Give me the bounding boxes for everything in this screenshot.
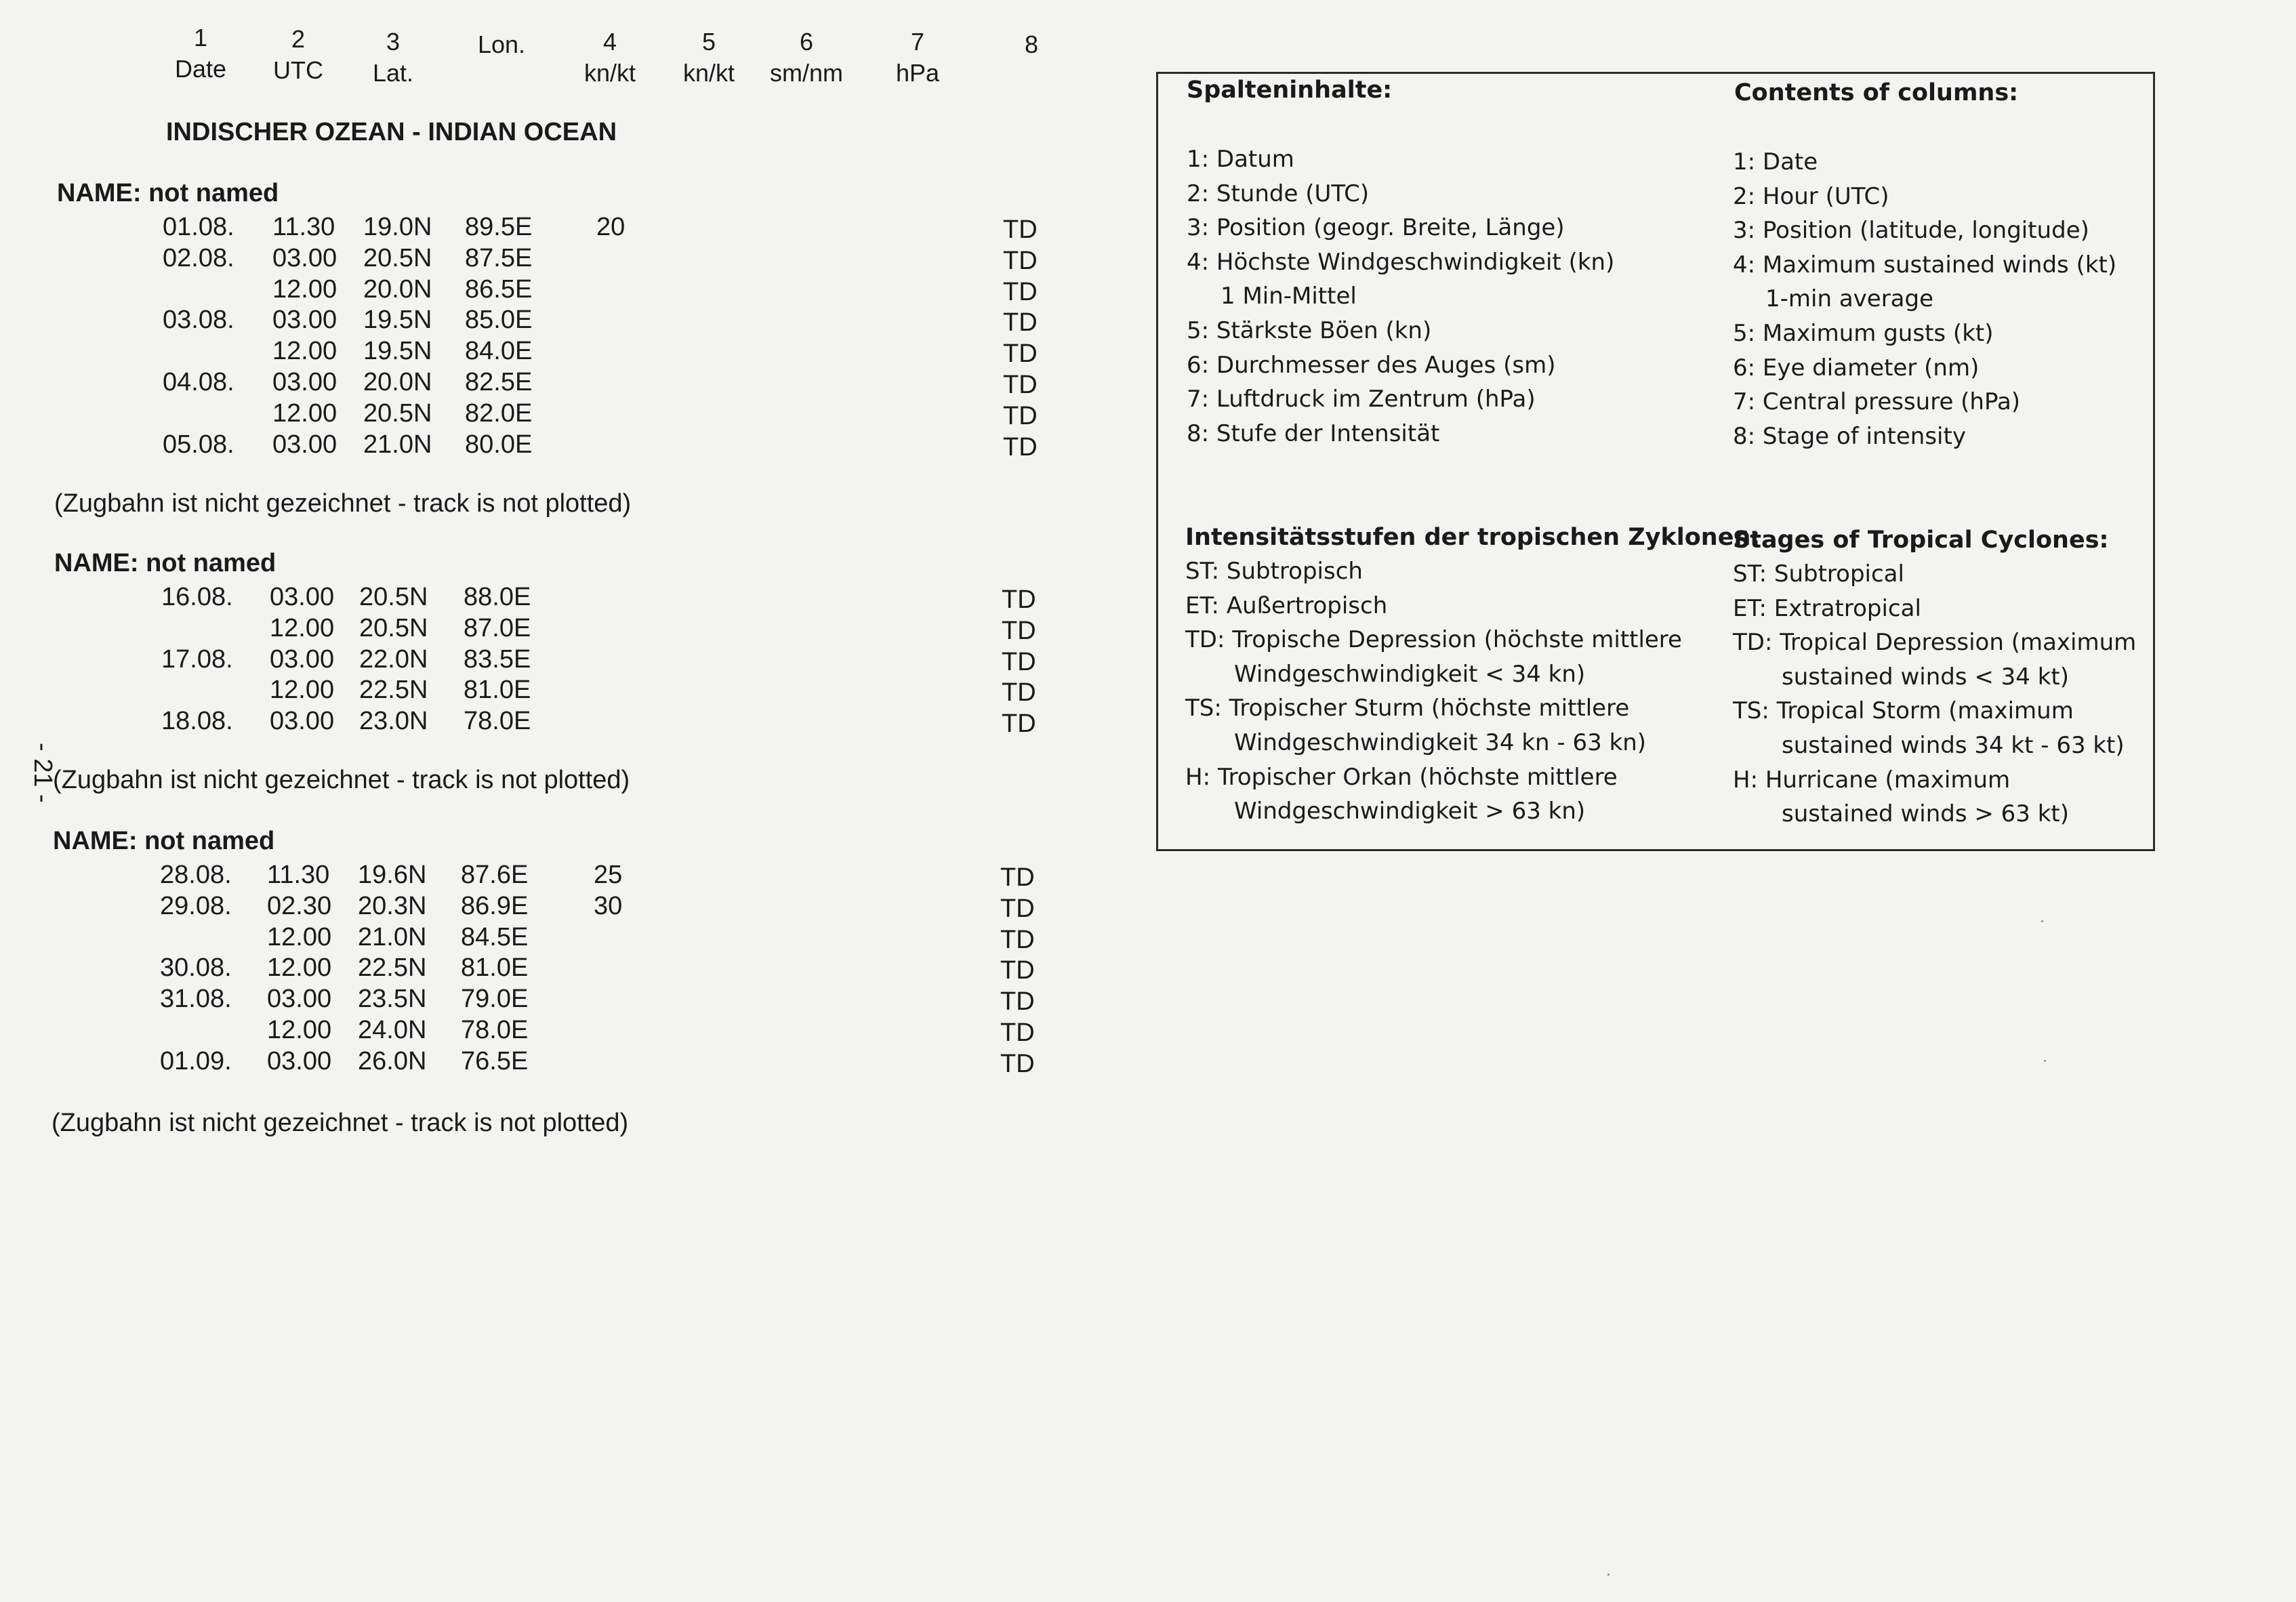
cell-stage: TD [1002,678,1036,707]
column-number: 1 [193,24,208,52]
legend-box [1156,72,2155,851]
legend-de-stage: TD: Tropische Depression (höchste mittlere [1185,626,1682,653]
cell-lon: 79.0E [461,985,529,1013]
cell-stage: TD [1002,617,1036,645]
cell-lon: 80.0E [465,430,533,459]
cell-stage: TD [1000,1050,1035,1078]
cell-date: 05.08. [163,430,234,459]
cell-stage: TD [1003,340,1038,368]
cell-lat: 20.3N [358,892,427,920]
cell-lat: 22.5N [358,953,427,982]
cell-time: 12.00 [267,923,332,951]
cell-lon: 76.5E [461,1047,529,1075]
cell-lon: 88.0E [464,583,531,611]
cell-date: 16.08. [161,583,233,611]
column-label: Lat. [372,59,414,87]
column-label: hPa [895,59,940,87]
cell-lat: 19.5N [363,337,432,365]
cell-lon: 87.0E [464,614,531,642]
column-number: 4 [602,28,617,56]
cell-time: 03.00 [272,368,337,396]
column-number: 6 [799,28,814,56]
legend-en-item: 2: Hour (UTC) [1733,183,1889,210]
cell-time: 03.00 [272,430,337,459]
cell-date: 17.08. [161,645,233,674]
column-label: Date [174,55,227,83]
cell-time: 12.00 [272,337,337,365]
cell-date: 02.08. [163,244,234,272]
storm-note: (Zugbahn ist nicht gezeichnet - track is not plotted) [52,1109,629,1137]
cell-stage: TD [1003,247,1038,275]
cell-lon: 78.0E [461,1016,529,1044]
legend-de-stage: ET: Außertropisch [1185,592,1388,619]
legend-en-item: 5: Maximum gusts (kt) [1733,320,1994,347]
column-label: UTC [273,56,323,84]
cell-date: 01.08. [163,213,234,241]
cell-stage: TD [1003,308,1038,337]
cell-lat: 21.0N [363,430,432,459]
cell-date: 28.08. [160,861,232,889]
cell-lat: 20.5N [359,583,428,611]
cell-lat: 19.6N [358,861,427,889]
cell-date: 31.08. [160,985,232,1013]
legend-en-item: 7: Central pressure (hPa) [1733,388,2021,415]
legend-de-title: Spalteninhalte: [1187,77,1393,104]
cell-lon: 82.5E [465,368,533,396]
storm-note: (Zugbahn ist nicht gezeichnet - track is not plotted) [53,766,630,794]
cell-stage: TD [1000,863,1035,892]
cell-lat: 19.0N [363,213,432,241]
column-number: 3 [386,28,401,56]
cell-time: 12.00 [272,399,337,428]
column-number: 8 [1024,30,1039,58]
cell-lon: 85.0E [465,306,533,334]
legend-en-stage-title: Stages of Tropical Cyclones: [1733,527,2109,554]
cell-lon: 87.5E [465,244,533,272]
storm-name: NAME: not named [57,179,279,207]
cell-stage: TD [1002,710,1036,738]
legend-en-stage: ET: Extratropical [1733,595,1921,622]
legend-en-item: 1-min average [1765,285,1934,312]
cell-time: 12.00 [267,953,332,982]
storm-name: NAME: not named [53,827,275,855]
cell-wind: 20 [596,213,626,241]
cell-time: 12.00 [267,1016,332,1044]
legend-en-stage: TS: Tropical Storm (maximum [1733,697,2074,724]
legend-de-stage-title: Intensitätsstufen der tropischen Zyklonen: [1185,524,1761,551]
legend-en-title: Contents of columns: [1734,79,2019,106]
cell-lat: 23.0N [359,707,428,735]
cell-lon: 83.5E [464,645,531,674]
storm-name: NAME: not named [54,549,276,577]
cell-date: 29.08. [160,892,232,920]
cell-lat: 20.5N [359,614,428,642]
cell-lat: 26.0N [358,1047,427,1075]
legend-en-stage: H: Hurricane (maximum [1733,766,2011,794]
cell-lon: 82.0E [465,399,533,428]
cell-wind: 30 [594,892,623,920]
legend-en-item: 8: Stage of intensity [1733,423,1966,450]
cell-lat: 22.0N [359,645,428,674]
column-number: 5 [701,28,716,56]
legend-en-stage: TD: Tropical Depression (maximum [1733,629,2137,656]
legend-de-item: 4: Höchste Windgeschwindigkeit (kn) [1187,249,1615,276]
cell-lat: 21.0N [358,923,427,951]
column-label: kn/kt [682,59,735,87]
column-label: Lon. [477,30,526,58]
cell-lat: 23.5N [358,985,427,1013]
cell-date: 18.08. [161,707,233,735]
cell-lon: 81.0E [464,676,531,704]
cell-lon: 86.5E [465,275,533,304]
cell-time: 03.00 [270,583,335,611]
cell-lat: 20.0N [363,368,432,396]
scan-speck [1607,1574,1610,1576]
cell-time: 03.00 [267,985,332,1013]
legend-de-stage: H: Tropischer Orkan (höchste mittlere [1185,764,1618,791]
legend-en-stage: sustained winds > 63 kt) [1782,800,2070,827]
cell-lat: 20.5N [363,399,432,428]
cell-stage: TD [1003,215,1038,244]
cell-date: 03.08. [163,306,234,334]
cell-lat: 24.0N [358,1016,427,1044]
cell-time: 11.30 [267,861,330,889]
cell-stage: TD [1003,278,1038,306]
cell-time: 03.00 [272,244,337,272]
legend-de-item: 2: Stunde (UTC) [1187,180,1370,207]
cell-lon: 84.0E [465,337,533,365]
legend-en-item: 6: Eye diameter (nm) [1733,354,1980,382]
storm-note: (Zugbahn ist nicht gezeichnet - track is not plotted) [54,489,632,518]
region-title: INDISCHER OZEAN - INDIAN OCEAN [166,118,617,146]
legend-de-item: 1: Datum [1187,146,1294,173]
legend-de-item: 3: Position (geogr. Breite, Länge) [1187,214,1565,241]
cell-stage: TD [1000,926,1035,954]
cell-lon: 84.5E [461,923,529,951]
cell-lon: 78.0E [464,707,531,735]
cell-time: 12.00 [272,275,337,304]
cell-date: 04.08. [163,368,234,396]
cell-stage: TD [1000,956,1035,985]
legend-en-stage: sustained winds < 34 kt) [1782,663,2070,691]
cell-stage: TD [1002,648,1036,676]
cell-lat: 19.5N [363,306,432,334]
legend-de-stage: Windgeschwindigkeit 34 kn - 63 kn) [1234,729,1647,756]
cell-stage: TD [1000,1019,1035,1047]
legend-de-item: 5: Stärkste Böen (kn) [1187,317,1432,344]
cell-stage: TD [1003,371,1038,399]
legend-en-stage: sustained winds 34 kt - 63 kt) [1782,732,2125,759]
legend-de-item: 7: Luftdruck im Zentrum (hPa) [1187,386,1536,413]
scan-speck [2044,1060,2046,1062]
cell-lat: 20.5N [363,244,432,272]
cell-time: 11.30 [272,213,335,241]
legend-de-item: 6: Durchmesser des Auges (sm) [1187,352,1556,379]
legend-de-stage: Windgeschwindigkeit > 63 kn) [1234,798,1586,825]
legend-en-item: 1: Date [1733,148,1818,176]
legend-de-stage: TS: Tropischer Sturm (höchste mittlere [1185,695,1630,722]
cell-time: 12.00 [270,614,335,642]
cell-time: 03.00 [270,645,335,674]
cell-lon: 86.9E [461,892,529,920]
cell-date: 01.09. [160,1047,232,1075]
legend-de-item: 8: Stufe der Intensität [1187,420,1440,447]
column-label: sm/nm [770,59,843,87]
cell-stage: TD [1003,402,1038,430]
cell-wind: 25 [594,861,623,889]
cell-lon: 81.0E [461,953,529,982]
legend-de-item: 1 Min-Mittel [1221,283,1357,310]
cell-stage: TD [1003,433,1038,461]
cell-stage: TD [1000,895,1035,923]
cell-time: 03.00 [270,707,335,735]
scan-speck [2041,920,2043,922]
cell-stage: TD [1000,987,1035,1016]
column-label: kn/kt [583,59,636,87]
legend-en-stage: ST: Subtropical [1733,560,1904,588]
column-number: 7 [910,28,925,56]
legend-en-item: 3: Position (latitude, longitude) [1733,217,2089,244]
cell-lat: 20.0N [363,275,432,304]
cell-lon: 89.5E [465,213,533,241]
column-number: 2 [291,25,306,53]
legend-de-stage: Windgeschwindigkeit < 34 kn) [1234,661,1586,688]
legend-en-item: 4: Maximum sustained winds (kt) [1733,251,2117,279]
page-number: - 21 - [28,743,57,803]
cell-stage: TD [1002,586,1036,614]
cell-time: 12.00 [270,676,335,704]
cell-lat: 22.5N [359,676,428,704]
cell-lon: 87.6E [461,861,529,889]
cell-time: 03.00 [272,306,337,334]
cell-date: 30.08. [160,953,232,982]
cell-time: 03.00 [267,1047,332,1075]
legend-de-stage: ST: Subtropisch [1185,558,1363,585]
cell-time: 02.30 [267,892,332,920]
